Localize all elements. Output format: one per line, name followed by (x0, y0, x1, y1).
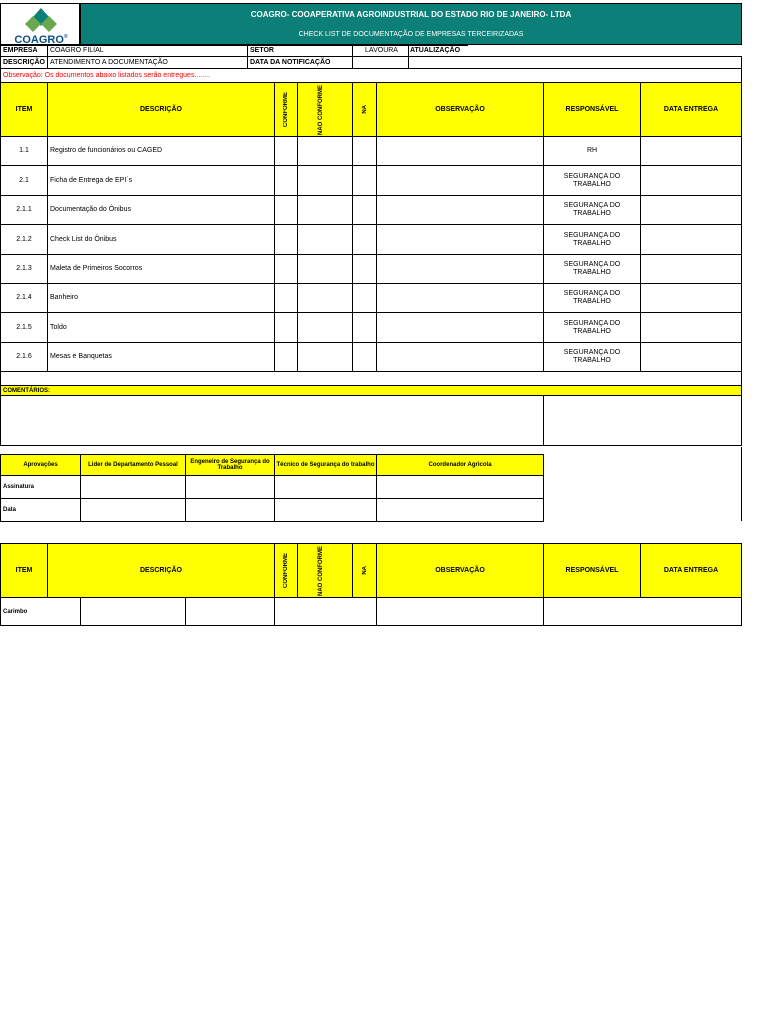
row-responsavel: SEGURANÇA DO TRABALHO (543, 254, 641, 284)
row-input-cell[interactable] (376, 283, 544, 313)
carimbo-cell-4[interactable] (376, 597, 544, 626)
row-input-cell[interactable] (640, 195, 742, 225)
row-input-cell[interactable] (274, 283, 298, 313)
row-input-cell[interactable] (274, 195, 298, 225)
header2-nao-conforme: NÃO CONFORME (297, 543, 353, 598)
atualizacao-label: ATUALIZAÇÃO (408, 45, 468, 57)
page-title: COAGRO- COOAPERATIVA AGROINDUSTRIAL DO ESTADO RIO DE JANEIRO- LTDA (250, 10, 572, 19)
header-banner (80, 3, 742, 45)
row-input-cell[interactable] (352, 224, 377, 255)
notificacao-label: DATA DA NOTIFICAÇÃO (247, 56, 353, 69)
row-descricao: Mesas e Banquetas (47, 342, 275, 372)
row-descricao: Documentação do Ônibus (47, 195, 275, 225)
row-descricao: Toldo (47, 312, 275, 343)
row-input-cell[interactable] (376, 312, 544, 343)
row-input-cell[interactable] (640, 312, 742, 343)
row-input-cell[interactable] (352, 136, 377, 166)
header-data-entrega: DATA ENTREGA (640, 82, 742, 137)
row-input-cell[interactable] (376, 254, 544, 284)
setor-value: LAVOURA (352, 45, 409, 57)
row-descricao: Check List do Ônibus (47, 224, 275, 255)
approval-row-label: Data (0, 498, 81, 522)
carimbo-label: Carimbo (0, 597, 81, 626)
approval-input-cell[interactable] (376, 498, 544, 522)
carimbo-cell-1[interactable] (80, 597, 186, 626)
carimbo-cell-3[interactable] (274, 597, 377, 626)
carimbo-cell-5[interactable] (543, 597, 742, 626)
row-responsavel: SEGURANÇA DO TRABALHO (543, 224, 641, 255)
row-input-cell[interactable] (640, 224, 742, 255)
row-input-cell[interactable] (274, 224, 298, 255)
row-input-cell[interactable] (297, 195, 353, 225)
header2-observacao: OBSERVAÇÃO (376, 543, 544, 598)
row-input-cell[interactable] (640, 254, 742, 284)
row-item: 2.1.2 (0, 224, 48, 255)
row-item: 2.1.6 (0, 342, 48, 372)
row-descricao: Banheiro (47, 283, 275, 313)
row-input-cell[interactable] (352, 312, 377, 343)
row-input-cell[interactable] (297, 312, 353, 343)
row-input-cell[interactable] (274, 136, 298, 166)
approvals-header-2: Engeneiro de Segurança do Trabalho (185, 454, 275, 476)
row-input-cell[interactable] (640, 283, 742, 313)
approval-row-label: Assinatura (0, 475, 81, 499)
logo-text: COAGRO (14, 34, 64, 46)
approvals-header-3: Técnico de Segurança do trabalho (274, 454, 377, 476)
row-input-cell[interactable] (274, 312, 298, 343)
approvals-header-4: Coordenador Agricola (376, 454, 544, 476)
row-input-cell[interactable] (297, 254, 353, 284)
page-subtitle: CHECK LIST DE DOCUMENTAÇÃO DE EMPRESAS TERCEIRIZADAS (298, 31, 524, 38)
row-input-cell[interactable] (297, 136, 353, 166)
setor-label: SETOR (247, 45, 353, 57)
row-responsavel: SEGURANÇA DO TRABALHO (543, 195, 641, 225)
header-conforme: CONFORME (274, 82, 298, 137)
approval-input-cell[interactable] (376, 475, 544, 499)
row-input-cell[interactable] (297, 224, 353, 255)
row-input-cell[interactable] (297, 165, 353, 196)
header2-responsavel: RESPONSÁVEL (543, 543, 641, 598)
row-input-cell[interactable] (274, 254, 298, 284)
approval-input-cell[interactable] (80, 498, 186, 522)
header2-na: NA (352, 543, 377, 598)
row-input-cell[interactable] (376, 165, 544, 196)
row-item: 2.1.1 (0, 195, 48, 225)
header2-conforme: CONFORME (274, 543, 298, 598)
row-responsavel: RH (543, 136, 641, 166)
row-responsavel: SEGURANÇA DO TRABALHO (543, 283, 641, 313)
row-input-cell[interactable] (376, 195, 544, 225)
header-nao-conforme: NÃO CONFORME (297, 82, 353, 137)
row-descricao: Maleta de Primeiros Socorros (47, 254, 275, 284)
approvals-right-edge (741, 447, 742, 521)
empresa-value: COAGRO FILIAL (47, 45, 248, 57)
row-descricao: Ficha de Entrega de EPI´s (47, 165, 275, 196)
approvals-header-1: Lider de Departamento Pessoal (80, 454, 186, 476)
approval-input-cell[interactable] (185, 475, 275, 499)
header2-data-entrega: DATA ENTREGA (640, 543, 742, 598)
row-item: 2.1.3 (0, 254, 48, 284)
empresa-label: EMPRESA (0, 45, 48, 57)
row-input-cell[interactable] (376, 224, 544, 255)
header-observacao: OBSERVAÇÃO (376, 82, 544, 137)
row-input-cell[interactable] (640, 136, 742, 166)
descricao-label: DESCRIÇÃO (0, 56, 48, 69)
row-input-cell[interactable] (274, 165, 298, 196)
header-responsavel: RESPONSÁVEL (543, 82, 641, 137)
row-item: 2.1 (0, 165, 48, 196)
row-input-cell[interactable] (352, 195, 377, 225)
comentarios-box[interactable] (0, 395, 544, 446)
row-input-cell[interactable] (297, 283, 353, 313)
observacao-note: Observação: Os documentos abaixo listados serão entregues........ (0, 68, 742, 83)
row-descricao: Registro de funcionários ou CAGED (47, 136, 275, 166)
spacer-row (0, 367, 742, 385)
descricao-value: ATENDIMENTO A DOCUMENTAÇÃO (47, 56, 248, 69)
approval-input-cell[interactable] (274, 475, 377, 499)
row-input-cell[interactable] (352, 165, 377, 196)
comentarios-label: COMENTÁRIOS: (0, 385, 742, 396)
logo-box: COAGRO® (0, 3, 80, 45)
row-item: 2.1.4 (0, 283, 48, 313)
row-input-cell[interactable] (352, 254, 377, 284)
approval-input-cell[interactable] (80, 475, 186, 499)
coagro-logo-icon (25, 8, 57, 34)
header-na: NA (352, 82, 377, 137)
approval-input-cell[interactable] (185, 498, 275, 522)
comentarios-box-right (543, 395, 742, 446)
carimbo-cell-2[interactable] (185, 597, 275, 626)
row-responsavel: SEGURANÇA DO TRABALHO (543, 312, 641, 343)
header2-item: ITEM (0, 543, 48, 598)
row-input-cell[interactable] (352, 283, 377, 313)
approvals-header-0: Aprovações (0, 454, 81, 476)
row-responsavel: SEGURANÇA DO TRABALHO (543, 342, 641, 372)
row-input-cell[interactable] (376, 136, 544, 166)
row-item: 2.1.5 (0, 312, 48, 343)
row-responsavel: SEGURANÇA DO TRABALHO (543, 165, 641, 196)
header2-descricao: DESCRIÇÃO (47, 543, 275, 598)
header-item: ITEM (0, 82, 48, 137)
header-descricao: DESCRIÇÃO (47, 82, 275, 137)
row-input-cell[interactable] (640, 165, 742, 196)
row-item: 1.1 (0, 136, 48, 166)
approval-input-cell[interactable] (274, 498, 377, 522)
